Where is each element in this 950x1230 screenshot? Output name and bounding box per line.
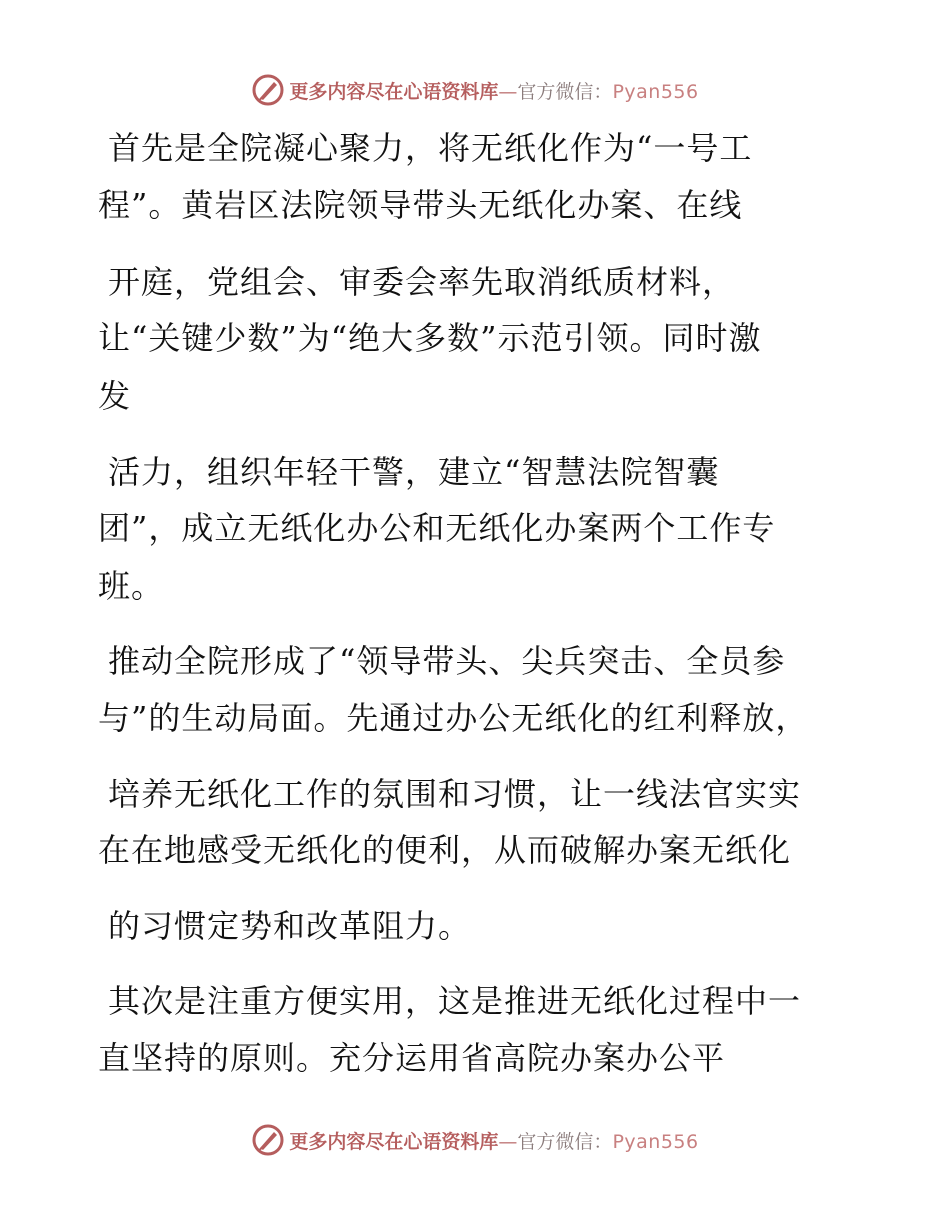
watermark-main-text: 更多内容尽在心语资料库 (289, 1130, 499, 1153)
quill-logo-icon (251, 1123, 285, 1157)
text-line: 的习惯定势和改革阻力。 (108, 907, 472, 945)
footer-watermark (0, 1120, 950, 1160)
watermark-main-text: 更多内容尽在心语资料库 (289, 80, 499, 103)
text-line: 与”的生动局面。先通过办公无纸化的红利释放， (98, 699, 809, 737)
text-line: 团”，成立无纸化办公和无纸化办案两个工作专 (98, 509, 776, 547)
watermark-separator: — (498, 1130, 518, 1153)
quill-logo-icon (251, 73, 285, 107)
text-line: 活力，组织年轻干警，建立“智慧法院智囊 (108, 453, 720, 491)
watermark-label: 官方微信： (517, 1130, 613, 1153)
text-line: 培养无纸化工作的氛围和习惯，让一线法官实实 (108, 775, 802, 813)
watermark-wechat-id: Pyan556 (612, 80, 699, 103)
watermark-wechat-id: Pyan556 (612, 1130, 699, 1153)
text-line: 发 (98, 377, 132, 415)
text-line: 开庭，党组会、审委会率先取消纸质材料， (108, 263, 736, 301)
text-line: 在在地感受无纸化的便利，从而破解办案无纸化 (98, 831, 792, 869)
watermark-label: 官方微信： (517, 80, 613, 103)
text-line: 让“关键少数”为“绝大多数”示范引领。同时激 (98, 319, 762, 357)
header-watermark (0, 70, 950, 110)
text-line: 程”。黄岩区法院领导带头无纸化办案、在线 (98, 186, 743, 224)
text-line: 首先是全院凝心聚力，将无纸化作为“一号工 (108, 129, 753, 167)
watermark-separator: — (498, 80, 518, 103)
text-line: 班。 (98, 567, 165, 605)
text-line: 直坚持的原则。充分运用省高院办案办公平 (98, 1039, 726, 1077)
text-line: 其次是注重方便实用，这是推进无纸化过程中一 (108, 982, 802, 1020)
text-line: 推动全院形成了“领导带头、尖兵突击、全员参 (108, 642, 786, 680)
